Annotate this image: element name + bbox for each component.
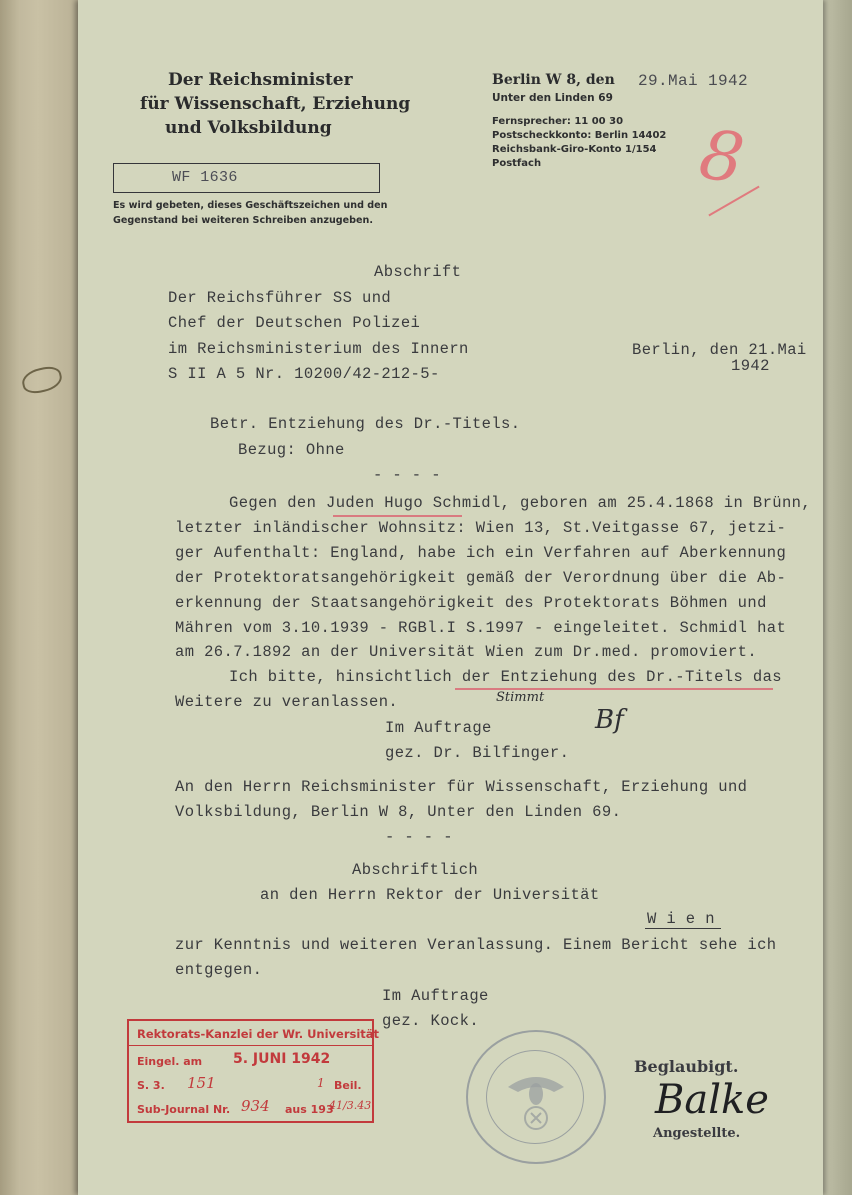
copy-note-line1: Abschriftlich <box>352 861 479 879</box>
reference-note-line2: Gegenstand bei weiteren Schreiben anzugeben. <box>113 215 373 226</box>
paragraph1-line3: ger Aufenthalt: England, habe ich ein Verfahren auf Aberkennung <box>175 544 787 562</box>
stamp-journal-label: Sub-Journal Nr. <box>137 1103 231 1116</box>
certification-signature: Balke <box>655 1077 769 1123</box>
recipient-line1: An den Herrn Reichsminister für Wissenschaft, Erziehung und <box>175 778 748 796</box>
ministry-line1: Der Reichsminister <box>168 70 353 90</box>
closing-line2: entgegen. <box>175 961 263 979</box>
copy-note-line2: an den Herrn Rektor der Universität <box>260 886 600 904</box>
stamp-number-label: S. 3. <box>137 1079 165 1092</box>
handwritten-note: Stimmt <box>496 690 545 705</box>
place-label: Berlin W 8, den <box>492 72 615 88</box>
sender-date-line2: 1942 <box>731 357 770 375</box>
stamp-journal-year-label: aus 193 <box>285 1103 334 1116</box>
sender-line1: Der Reichsführer SS und <box>168 289 392 307</box>
ministry-line2: für Wissenschaft, Erziehung <box>140 94 411 114</box>
receipt-stamp <box>127 1019 380 1123</box>
postbox: Postfach <box>492 158 542 169</box>
stamp-received-date: 5. JUNI 1942 <box>233 1051 331 1067</box>
copy-note-city: W i e n <box>647 910 715 928</box>
subject: Betr. Entziehung des Dr.-Titels. <box>210 415 521 433</box>
stamp-journal-value: 934 <box>241 1097 270 1115</box>
binder-ring <box>20 364 64 396</box>
certification-role: Angestellte. <box>653 1126 741 1141</box>
red-underline-name <box>333 515 462 517</box>
stamp-attachments-value: 1 <box>317 1076 325 1090</box>
reference-box <box>113 163 380 193</box>
signature2-line1: Im Auftrage <box>382 987 489 1005</box>
sender-date-line1: Berlin, den 21.Mai <box>632 341 807 359</box>
separator: - - - - <box>373 466 441 484</box>
stamp-number-value: 151 <box>187 1074 216 1092</box>
sender-reference: S II A 5 Nr. 10200/42-212-5- <box>168 365 440 383</box>
paragraph1-line6: Mähren vom 3.10.1939 - RGBl.I S.1997 - eingeleitet. Schmidl hat <box>175 619 787 637</box>
sender-line3: im Reichsministerium des Innern <box>168 340 469 358</box>
stamp-attachments-label: Beil. <box>334 1079 362 1092</box>
paragraph1-line2: letzter inländischer Wohnsitz: Wien 13, St.Veitgasse 67, jetzi- <box>175 519 787 537</box>
reference-number: WF 1636 <box>172 169 238 186</box>
paragraph2-line1: Ich bitte, hinsichtlich der Entziehung des Dr.-Titels das <box>229 668 782 686</box>
paragraph1-line5: erkennung der Staatsangehörigkeit des Protektorats Böhmen und <box>175 594 767 612</box>
sender-line2: Chef der Deutschen Polizei <box>168 314 421 332</box>
stamp-divider <box>129 1045 372 1046</box>
reichsbank-account: Reichsbank-Giro-Konto 1/154 <box>492 144 657 155</box>
signature2-line2: gez. Kock. <box>382 1012 480 1030</box>
address: Unter den Linden 69 <box>492 92 613 104</box>
stamp-journal-year-value: 41/3.43 <box>329 1099 372 1112</box>
postal-check-account: Postscheckkonto: Berlin 14402 <box>492 130 667 141</box>
letter-date: 29.Mai 1942 <box>638 72 749 90</box>
underlying-page-edge <box>820 0 852 1195</box>
signature1-line1: Im Auftrage <box>385 719 492 737</box>
city-underline <box>645 928 721 929</box>
official-seal <box>466 1030 606 1164</box>
paragraph1-line4: der Protektoratsangehörigkeit gemäß der Verordnung über die Ab- <box>175 569 787 587</box>
reference-line: Bezug: Ohne <box>238 441 345 459</box>
reference-note-line1: Es wird gebeten, dieses Geschäftszeichen und den <box>113 200 388 211</box>
certification-label: Beglaubigt. <box>634 1057 739 1076</box>
paragraph1-line7: am 26.7.1892 an der Universität Wien zum Dr.med. promoviert. <box>175 643 758 661</box>
binder-edge <box>0 0 20 1195</box>
closing-line1: zur Kenntnis und weiteren Veranlassung. Einem Bericht sehe ich <box>175 936 777 954</box>
phone: Fernsprecher: 11 00 30 <box>492 116 624 127</box>
handwritten-initials: Bf <box>595 705 624 735</box>
paragraph2-line2: Weitere zu veranlassen. <box>175 693 399 711</box>
ministry-line3: und Volksbildung <box>165 118 332 138</box>
paragraph1-line1: Gegen den Juden Hugo Schmidl, geboren am 25.4.1868 in Brünn, <box>229 494 812 512</box>
copy-title: Abschrift <box>374 263 462 281</box>
separator2: - - - - <box>385 828 453 846</box>
signature1-line2: gez. Dr. Bilfinger. <box>385 744 570 762</box>
stamp-received-label: Eingel. am <box>137 1055 203 1068</box>
eagle-icon <box>468 1032 604 1162</box>
margin-number: 8 <box>694 115 749 200</box>
stamp-title: Rektorats-Kanzlei der Wr. Universität <box>137 1027 380 1041</box>
recipient-line2: Volksbildung, Berlin W 8, Unter den Linden 69. <box>175 803 622 821</box>
